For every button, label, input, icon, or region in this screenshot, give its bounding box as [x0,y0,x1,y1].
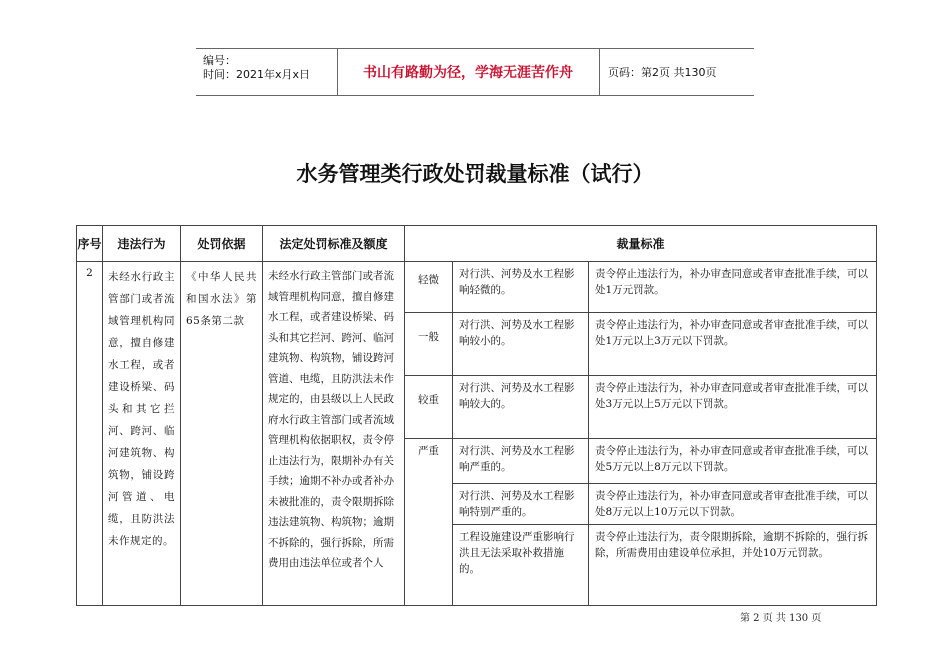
row-statutory: 未经水行政主管部门或者流域管理机构同意，擅自修建水工程，或者建设桥梁、码头和其它拦河、跨河、临河建筑物、构筑物，铺设跨河管道、电缆，且防洪法未作规定的，由县级以上人民政府水行政主管部门或者流域管理机构依据职权，责令停止违法行为，限期补办有关手续；逾期不补办或者补办未被批准的，责令限期拆除违法建筑物、构筑物；逾期不拆除的，强行拆除，所需费用由违法单位或者个人 [263,262,405,606]
header-statutory: 法定处罚标准及额度 [263,226,405,262]
level-penalty: 责令停止违法行为，补办审查同意或者审查批准手续，可以处3万元以上5万元以下罚款。 [589,376,877,439]
header-basis: 处罚依据 [181,226,263,262]
level-label: 轻微 [405,262,453,313]
table-header-row [77,226,877,262]
header-page-info: 页码：第2页 共130页 [608,66,717,79]
level-penalty: 责令停止违法行为，补办审查同意或者审查批准手续，可以处1万元罚款。 [589,262,877,313]
header-discretion: 裁量标准 [405,226,877,262]
level-condition: 对行洪、河势及水工程影响较小的。 [453,313,589,376]
level-label: 严重 [405,439,453,606]
level-penalty: 责令停止违法行为，补办审查同意或者审查批准手续，可以处8万元以上10万元以下罚款。 [589,484,877,525]
number-label: 编号： [203,54,236,67]
row-basis: 《中华人民共和国水法》第65条第二款 [181,262,263,606]
level-condition: 工程设施建设严重影响行洪且无法采取补救措施的。 [453,525,589,606]
level-condition: 对行洪、河势及水工程影响特别严重的。 [453,484,589,525]
document-title: 水务管理类行政处罚裁量标准（试行） [296,162,654,186]
time-label: 时间：2021年x月x日 [203,68,311,81]
level-condition: 对行洪、河势及水工程影响轻微的。 [453,262,589,313]
header-meta [196,49,338,95]
level-condition: 对行洪、河势及水工程影响严重的。 [453,439,589,484]
level-penalty: 责令停止违法行为，责令限期拆除，逾期不拆除的，强行拆除，所需费用由建设单位承担，并处10万元罚款。 [589,525,877,606]
penalty-table [76,225,877,606]
level-label: 较重 [405,376,453,439]
table-row [77,262,877,313]
level-condition: 对行洪、河势及水工程影响较大的。 [453,376,589,439]
level-penalty: 责令停止违法行为，补办审查同意或者审查批准手续，可以处1万元以上3万元以下罚款。 [589,313,877,376]
header-violation: 违法行为 [103,226,181,262]
page-footer: 第 2 页 共 130 页 [740,613,822,624]
row-violation: 未经水行政主管部门或者流域管理机构同意，擅自修建水工程，或者建设桥梁、码头和其它拦河、跨河、临河建筑物、构筑物，铺设跨河管道、电缆，且防洪法未作规定的。 [103,262,181,606]
level-label: 一般 [405,313,453,376]
level-penalty: 责令停止违法行为，补办审查同意或者审查批准手续，可以处5万元以上8万元以下罚款。 [589,439,877,484]
page-header [196,48,754,96]
header-motto: 书山有路勤为径，学海无涯苦作舟 [337,49,600,95]
row-seq: 2 [77,262,103,606]
header-seq: 序号 [77,226,103,262]
